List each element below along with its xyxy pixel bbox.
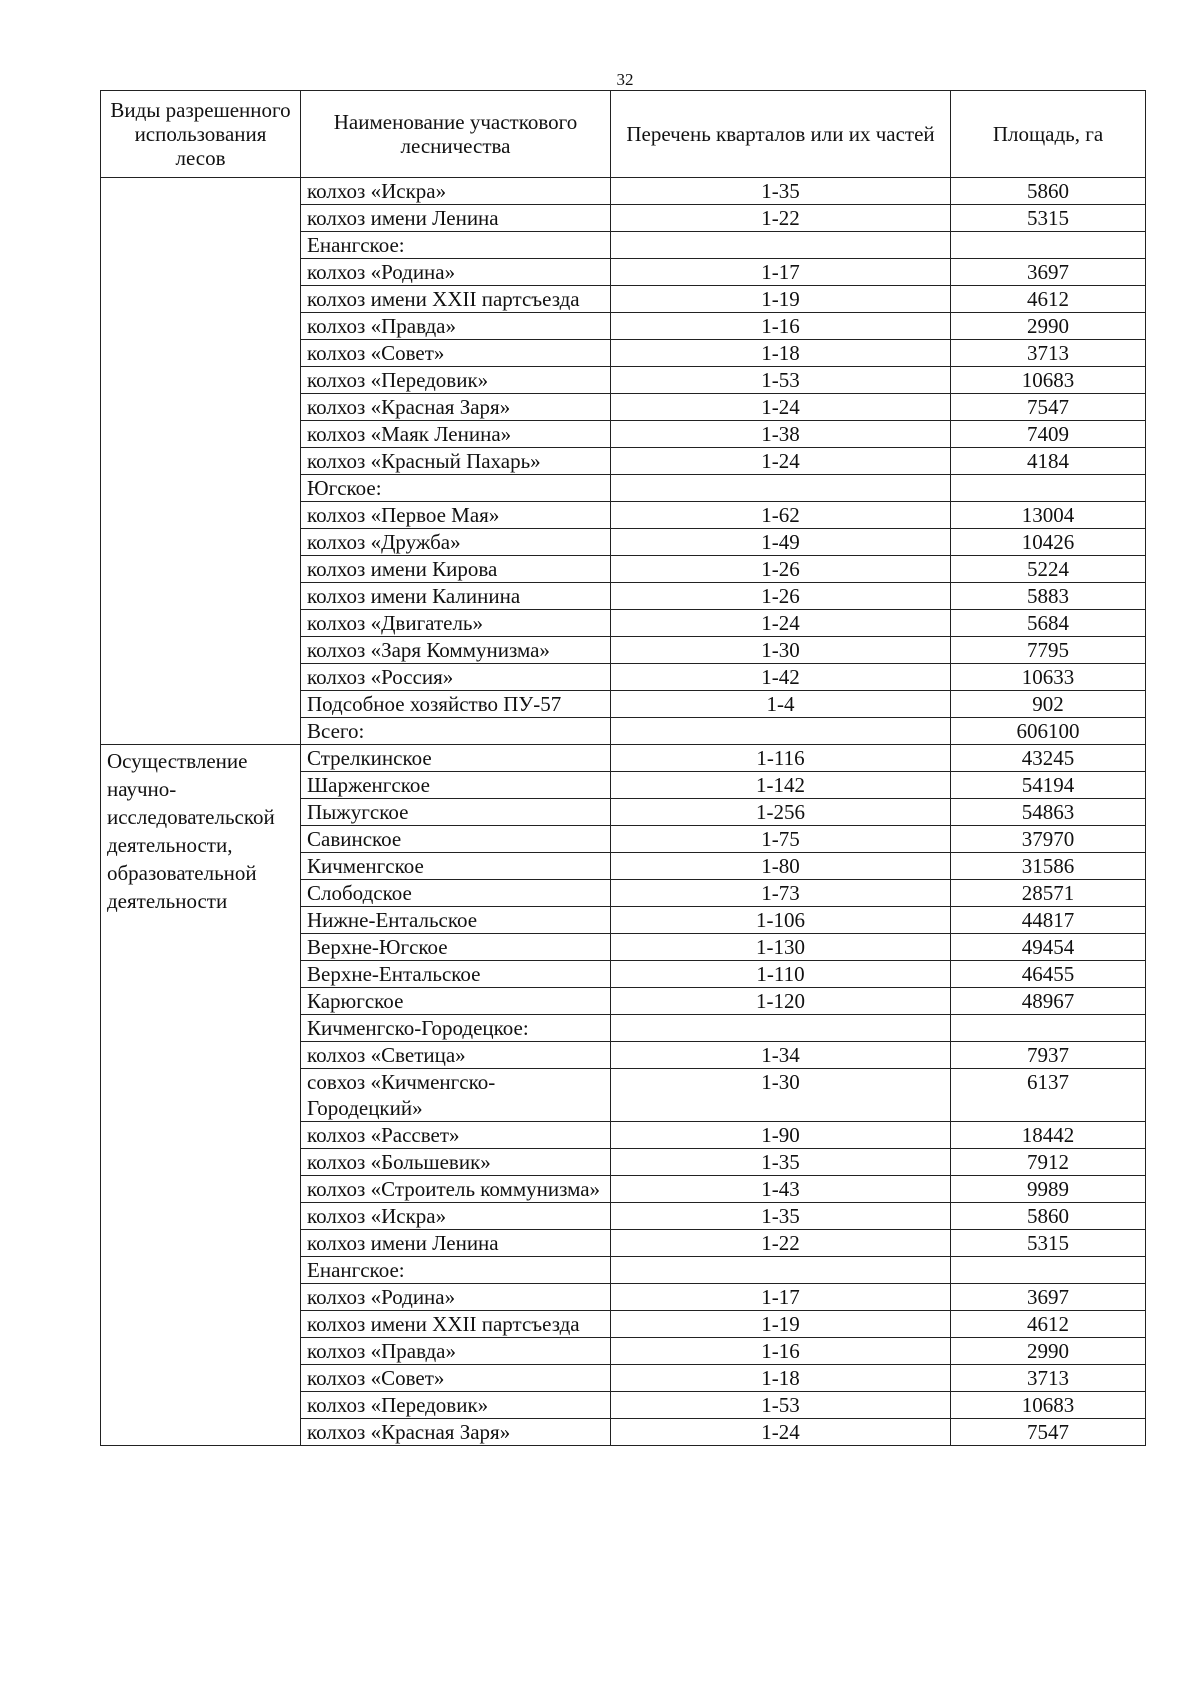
quarters-cell bbox=[611, 718, 951, 745]
area-cell: 7547 bbox=[951, 394, 1146, 421]
area-cell: 13004 bbox=[951, 502, 1146, 529]
area-cell: 10633 bbox=[951, 664, 1146, 691]
area-cell: 902 bbox=[951, 691, 1146, 718]
forestry-name-cell: колхоз «Искра» bbox=[301, 1203, 611, 1230]
quarters-cell: 1-35 bbox=[611, 1149, 951, 1176]
forestry-name-cell: колхоз «Красная Заря» bbox=[301, 394, 611, 421]
forestry-name-cell: колхоз «Россия» bbox=[301, 664, 611, 691]
area-cell: 3713 bbox=[951, 1365, 1146, 1392]
forestry-name-cell: колхоз «Красная Заря» bbox=[301, 1419, 611, 1446]
forestry-name-cell: Верхне-Югское bbox=[301, 934, 611, 961]
area-cell: 5684 bbox=[951, 610, 1146, 637]
forestry-name-cell: Подсобное хозяйство ПУ-57 bbox=[301, 691, 611, 718]
forestry-name-cell: колхоз «Правда» bbox=[301, 1338, 611, 1365]
forestry-name-cell: совхоз «Кичменгско-Городецкий» bbox=[301, 1069, 611, 1122]
page-number: 32 bbox=[616, 70, 634, 89]
quarters-cell: 1-16 bbox=[611, 1338, 951, 1365]
forestry-name-cell: колхоз имени Калинина bbox=[301, 583, 611, 610]
table-row bbox=[101, 178, 1146, 205]
forestry-name-cell: колхоз «Передовик» bbox=[301, 1392, 611, 1419]
forestry-name-cell: Енангское: bbox=[301, 232, 611, 259]
area-cell: 7937 bbox=[951, 1042, 1146, 1069]
area-cell: 7409 bbox=[951, 421, 1146, 448]
forestry-name-cell: колхоз «Совет» bbox=[301, 340, 611, 367]
forestry-name-cell: колхоз «Красный Пахарь» bbox=[301, 448, 611, 475]
quarters-cell: 1-142 bbox=[611, 772, 951, 799]
quarters-cell: 1-75 bbox=[611, 826, 951, 853]
quarters-cell: 1-19 bbox=[611, 1311, 951, 1338]
quarters-cell: 1-24 bbox=[611, 394, 951, 421]
quarters-cell: 1-19 bbox=[611, 286, 951, 313]
use-type-cell: Осуществление научно-исследовательской деятельности, образовательной деятельности bbox=[101, 745, 301, 1446]
quarters-cell: 1-26 bbox=[611, 556, 951, 583]
quarters-cell: 1-16 bbox=[611, 313, 951, 340]
header-use-type: Виды разрешенного использования лесов bbox=[101, 91, 301, 178]
area-cell: 2990 bbox=[951, 1338, 1146, 1365]
forestry-name-cell: Стрелкинское bbox=[301, 745, 611, 772]
quarters-cell: 1-49 bbox=[611, 529, 951, 556]
area-cell: 4184 bbox=[951, 448, 1146, 475]
quarters-cell: 1-22 bbox=[611, 1230, 951, 1257]
quarters-cell: 1-80 bbox=[611, 853, 951, 880]
quarters-cell: 1-38 bbox=[611, 421, 951, 448]
area-cell: 5315 bbox=[951, 1230, 1146, 1257]
forestry-name-cell: колхоз имени XXII партсъезда bbox=[301, 1311, 611, 1338]
forestry-name-cell: колхоз имени Ленина bbox=[301, 1230, 611, 1257]
area-cell: 5883 bbox=[951, 583, 1146, 610]
quarters-cell: 1-90 bbox=[611, 1122, 951, 1149]
area-cell: 4612 bbox=[951, 1311, 1146, 1338]
quarters-cell: 1-35 bbox=[611, 1203, 951, 1230]
area-cell bbox=[951, 232, 1146, 259]
header-quarters: Перечень кварталов или их частей bbox=[611, 91, 951, 178]
area-cell bbox=[951, 1257, 1146, 1284]
quarters-cell: 1-42 bbox=[611, 664, 951, 691]
area-cell: 44817 bbox=[951, 907, 1146, 934]
quarters-cell: 1-4 bbox=[611, 691, 951, 718]
forestry-name-cell: колхоз имени Ленина bbox=[301, 205, 611, 232]
forestry-name-cell: колхоз «Родина» bbox=[301, 259, 611, 286]
area-cell: 54863 bbox=[951, 799, 1146, 826]
forestry-name-cell: Югское: bbox=[301, 475, 611, 502]
quarters-cell: 1-106 bbox=[611, 907, 951, 934]
quarters-cell: 1-256 bbox=[611, 799, 951, 826]
quarters-cell: 1-34 bbox=[611, 1042, 951, 1069]
header-forestry-name: Наименование участкового лесничества bbox=[301, 91, 611, 178]
quarters-cell: 1-24 bbox=[611, 610, 951, 637]
quarters-cell: 1-30 bbox=[611, 1069, 951, 1122]
forestry-name-cell: Шарженгское bbox=[301, 772, 611, 799]
forestry-name-cell: колхоз «Рассвет» bbox=[301, 1122, 611, 1149]
area-cell: 2990 bbox=[951, 313, 1146, 340]
quarters-cell: 1-62 bbox=[611, 502, 951, 529]
forestry-name-cell: Пыжугское bbox=[301, 799, 611, 826]
quarters-cell: 1-30 bbox=[611, 637, 951, 664]
area-cell: 9989 bbox=[951, 1176, 1146, 1203]
area-cell: 606100 bbox=[951, 718, 1146, 745]
quarters-cell: 1-18 bbox=[611, 1365, 951, 1392]
forestry-name-cell: колхоз имени XXII партсъезда bbox=[301, 286, 611, 313]
quarters-cell: 1-120 bbox=[611, 988, 951, 1015]
quarters-cell: 1-22 bbox=[611, 205, 951, 232]
area-cell: 3713 bbox=[951, 340, 1146, 367]
area-cell: 10683 bbox=[951, 367, 1146, 394]
forestry-name-cell: Кичменгское bbox=[301, 853, 611, 880]
quarters-cell: 1-116 bbox=[611, 745, 951, 772]
forestry-name-cell: колхоз «Большевик» bbox=[301, 1149, 611, 1176]
area-cell bbox=[951, 475, 1146, 502]
area-cell: 46455 bbox=[951, 961, 1146, 988]
quarters-cell: 1-53 bbox=[611, 367, 951, 394]
quarters-cell: 1-35 bbox=[611, 178, 951, 205]
forestry-name-cell: Кичменгско-Городецкое: bbox=[301, 1015, 611, 1042]
forestry-name-cell: колхоз «Совет» bbox=[301, 1365, 611, 1392]
area-cell bbox=[951, 1015, 1146, 1042]
forestry-name-cell: колхоз «Родина» bbox=[301, 1284, 611, 1311]
quarters-cell: 1-17 bbox=[611, 259, 951, 286]
quarters-cell: 1-26 bbox=[611, 583, 951, 610]
area-cell: 4612 bbox=[951, 286, 1146, 313]
area-cell: 5315 bbox=[951, 205, 1146, 232]
area-cell: 43245 bbox=[951, 745, 1146, 772]
quarters-cell bbox=[611, 232, 951, 259]
forest-use-table bbox=[100, 90, 1146, 1446]
use-type-cell bbox=[101, 178, 301, 745]
table-body bbox=[101, 178, 1146, 1446]
quarters-cell: 1-43 bbox=[611, 1176, 951, 1203]
area-cell: 10426 bbox=[951, 529, 1146, 556]
forestry-name-cell: Нижне-Ентальское bbox=[301, 907, 611, 934]
forestry-name-cell: Всего: bbox=[301, 718, 611, 745]
forestry-name-cell: колхоз «Искра» bbox=[301, 178, 611, 205]
area-cell: 3697 bbox=[951, 1284, 1146, 1311]
quarters-cell: 1-73 bbox=[611, 880, 951, 907]
area-cell: 3697 bbox=[951, 259, 1146, 286]
area-cell: 54194 bbox=[951, 772, 1146, 799]
forestry-name-cell: колхоз «Правда» bbox=[301, 313, 611, 340]
area-cell: 18442 bbox=[951, 1122, 1146, 1149]
area-cell: 7795 bbox=[951, 637, 1146, 664]
quarters-cell bbox=[611, 475, 951, 502]
forestry-name-cell: колхоз «Строитель коммунизма» bbox=[301, 1176, 611, 1203]
area-cell: 7912 bbox=[951, 1149, 1146, 1176]
area-cell: 49454 bbox=[951, 934, 1146, 961]
area-cell: 5860 bbox=[951, 178, 1146, 205]
forestry-name-cell: колхоз имени Кирова bbox=[301, 556, 611, 583]
forestry-name-cell: колхоз «Передовик» bbox=[301, 367, 611, 394]
forestry-name-cell: колхоз «Светица» bbox=[301, 1042, 611, 1069]
area-cell: 7547 bbox=[951, 1419, 1146, 1446]
forestry-name-cell: Верхне-Ентальское bbox=[301, 961, 611, 988]
table-header-row bbox=[101, 91, 1146, 178]
quarters-cell: 1-24 bbox=[611, 448, 951, 475]
forestry-name-cell: колхоз «Первое Мая» bbox=[301, 502, 611, 529]
area-cell: 28571 bbox=[951, 880, 1146, 907]
forestry-name-cell: Енангское: bbox=[301, 1257, 611, 1284]
forestry-name-cell: колхоз «Заря Коммунизма» bbox=[301, 637, 611, 664]
area-cell: 6137 bbox=[951, 1069, 1146, 1122]
quarters-cell: 1-130 bbox=[611, 934, 951, 961]
header-area: Площадь, га bbox=[951, 91, 1146, 178]
table-row bbox=[101, 745, 1146, 772]
forestry-name-cell: колхоз «Дружба» bbox=[301, 529, 611, 556]
area-cell: 5224 bbox=[951, 556, 1146, 583]
area-cell: 37970 bbox=[951, 826, 1146, 853]
forestry-name-cell: колхоз «Двигатель» bbox=[301, 610, 611, 637]
quarters-cell: 1-53 bbox=[611, 1392, 951, 1419]
forestry-name-cell: Слободское bbox=[301, 880, 611, 907]
area-cell: 31586 bbox=[951, 853, 1146, 880]
area-cell: 5860 bbox=[951, 1203, 1146, 1230]
quarters-cell bbox=[611, 1015, 951, 1042]
forestry-name-cell: Савинское bbox=[301, 826, 611, 853]
area-cell: 10683 bbox=[951, 1392, 1146, 1419]
quarters-cell: 1-18 bbox=[611, 340, 951, 367]
quarters-cell: 1-110 bbox=[611, 961, 951, 988]
area-cell: 48967 bbox=[951, 988, 1146, 1015]
quarters-cell bbox=[611, 1257, 951, 1284]
forestry-name-cell: Карюгское bbox=[301, 988, 611, 1015]
forestry-name-cell: колхоз «Маяк Ленина» bbox=[301, 421, 611, 448]
quarters-cell: 1-24 bbox=[611, 1419, 951, 1446]
quarters-cell: 1-17 bbox=[611, 1284, 951, 1311]
